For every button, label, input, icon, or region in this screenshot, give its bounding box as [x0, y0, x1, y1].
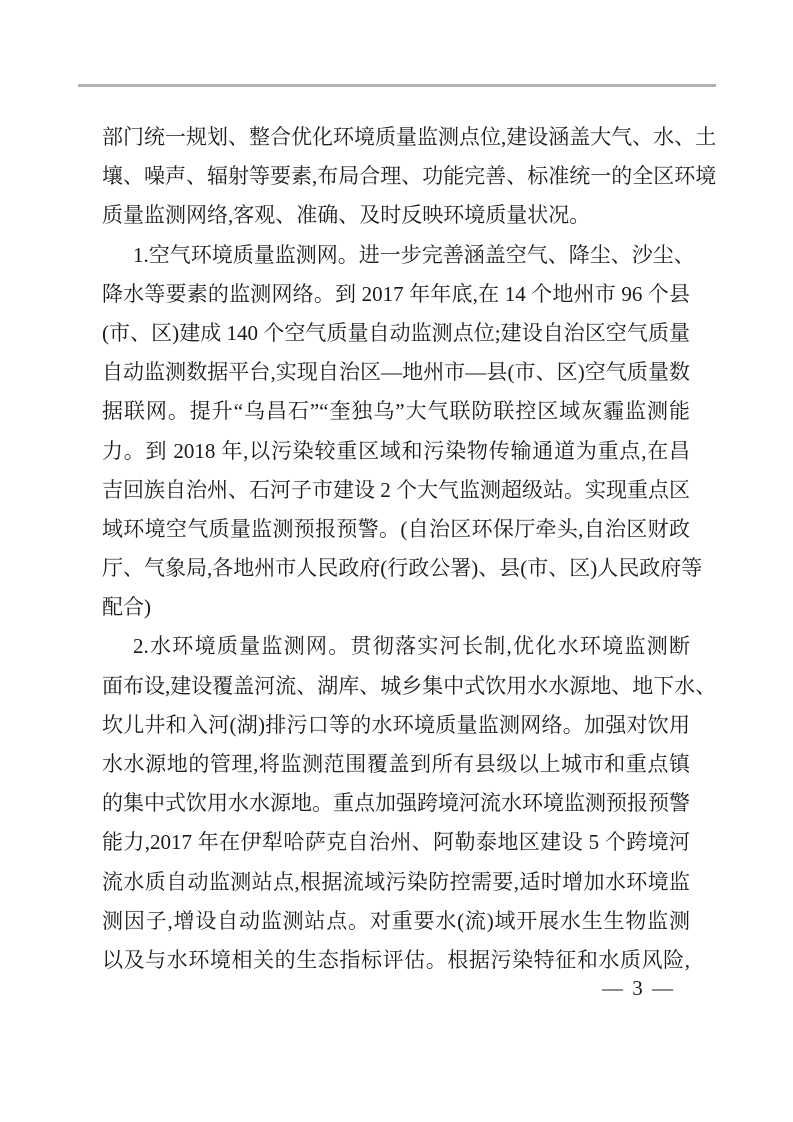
- page-number: — 3 —: [602, 976, 675, 1000]
- text-line: 厅、气象局,各地州市人民政府(行政公署)、县(市、区)人民政府等: [102, 556, 703, 581]
- text-line: 坎儿井和入河(湖)排污口等的水环境质量监测网络。加强对饮用: [102, 712, 690, 737]
- text-line: 以及与水环境相关的生态指标评估。根据污染特征和水质风险,: [102, 947, 690, 972]
- text-line: 的集中式饮用水水源地。重点加强跨境河流水环境监测预报预警: [102, 791, 690, 816]
- text-line: 域环境空气质量监测预报预警。(自治区环保厅牵头,自治区财政: [102, 516, 690, 541]
- text-line: 降水等要素的监测网络。到 2017 年年底,在 14 个地州市 96 个县: [102, 281, 690, 306]
- text-line: 流水质自动监测站点,根据流域污染防控需要,适时增加水环境监: [102, 869, 690, 894]
- paragraph: [102, 236, 703, 628]
- text-line: 部门统一规划、整合优化环境质量监测点位,建设涵盖大气、水、土: [102, 125, 717, 149]
- text-line: 据联网。提升“乌昌石”“奎独乌”大气联防联控区域灰霾监测能: [102, 399, 690, 424]
- text-line: 面布设,建设覆盖河流、湖库、城乡集中式饮用水水源地、地下水、: [102, 673, 717, 698]
- document-body: [102, 118, 717, 980]
- header-divider: [78, 84, 716, 87]
- text-line: (市、区)建成 140 个空气质量自动监测点位;建设自治区空气质量: [102, 320, 690, 345]
- text-line: 水水源地的管理,将监测范围覆盖到所有县级以上城市和重点镇: [102, 752, 690, 776]
- text-line: 吉回族自治州、石河子市建设 2 个大气监测超级站。实现重点区: [102, 477, 690, 502]
- text-line: 质量监测网络,客观、准确、及时反映环境质量状况。: [102, 203, 591, 228]
- paragraph: [102, 118, 717, 236]
- text-line: 1.空气环境质量监测网。进一步完善涵盖空气、降尘、沙尘、: [133, 242, 695, 267]
- text-line: 配合): [102, 595, 151, 620]
- paragraph: [102, 627, 717, 980]
- text-line: 能力,2017 年在伊犁哈萨克自治州、阿勒泰地区建设 5 个跨境河: [102, 830, 690, 855]
- text-line: 壤、噪声、辐射等要素,布局合理、功能完善、标准统一的全区环境: [102, 164, 717, 189]
- text-line: 2.水环境质量监测网。贯彻落实河长制,优化水环境监测断: [133, 634, 690, 659]
- text-line: 测因子,增设自动监测站点。对重要水(流)域开展水生生物监测: [102, 908, 690, 933]
- text-line: 力。到 2018 年,以污染较重区域和污染物传输通道为重点,在昌: [102, 438, 690, 463]
- text-line: 自动监测数据平台,实现自治区—地州市—县(市、区)空气质量数: [102, 360, 690, 385]
